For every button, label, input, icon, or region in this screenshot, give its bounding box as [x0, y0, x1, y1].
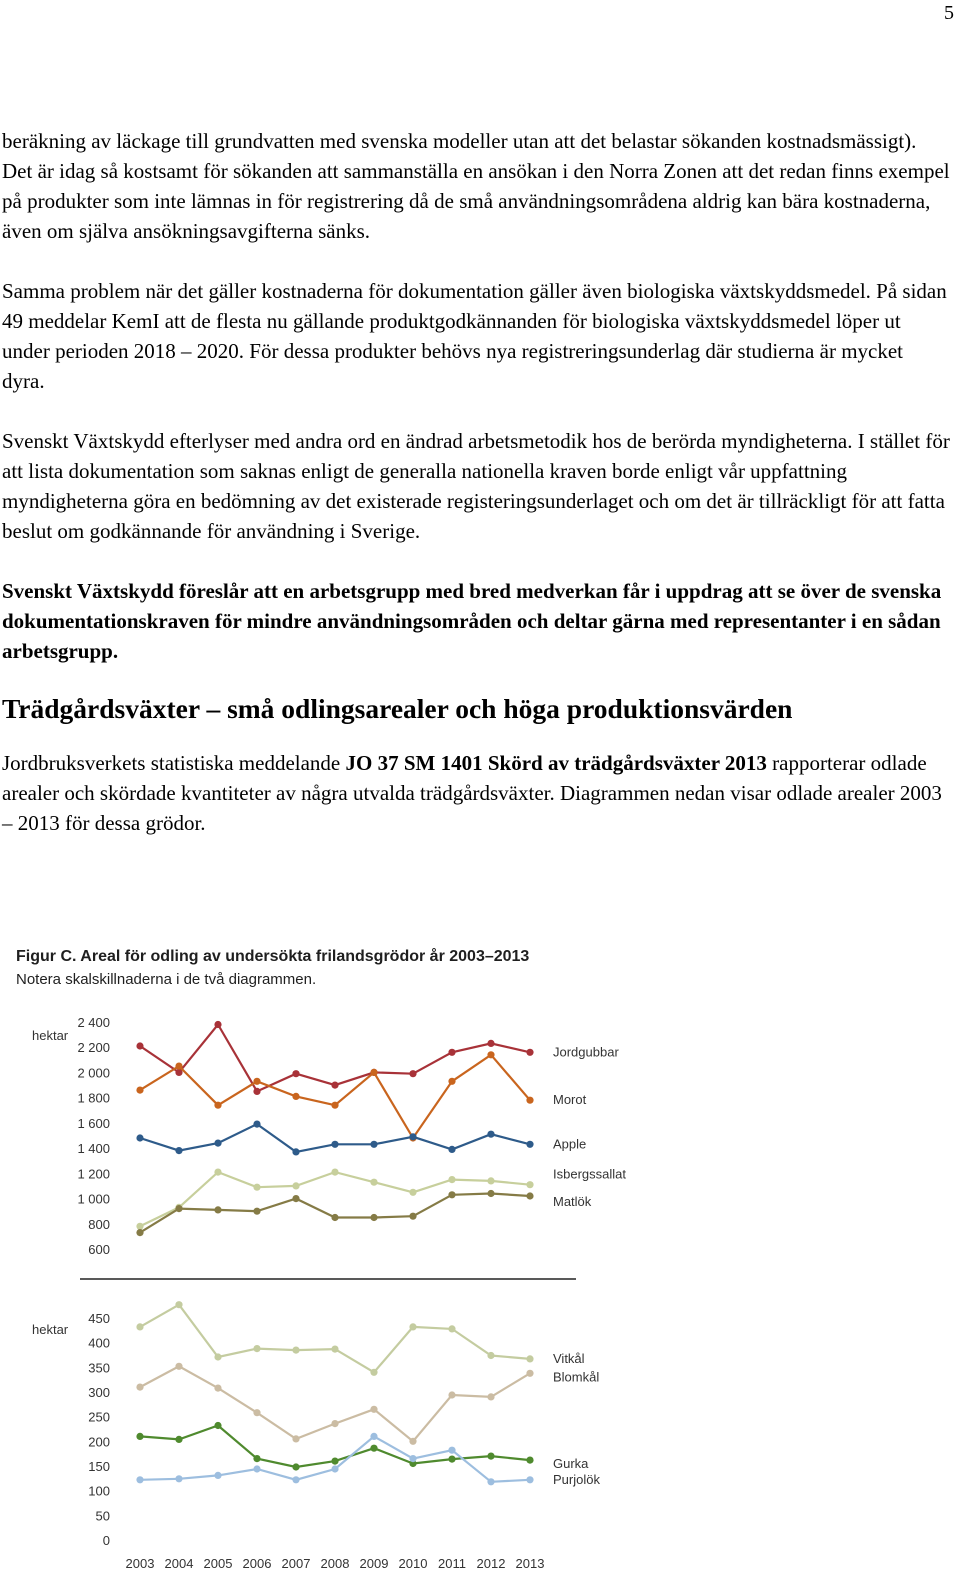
- data-point: [253, 1455, 260, 1462]
- chart-1-ytick: 1 400: [77, 1141, 110, 1157]
- chart-2-ytick: 50: [95, 1508, 110, 1524]
- data-point: [136, 1087, 143, 1094]
- data-point: [292, 1070, 299, 1077]
- document-body: [2, 126, 950, 838]
- data-point: [214, 1102, 221, 1109]
- data-point: [409, 1133, 416, 1140]
- data-point: [253, 1345, 260, 1352]
- data-point: [370, 1445, 377, 1452]
- paragraph-5-rest: rapporterar odlade arealer och skördade kvantiteter av några utvalda trädgårdsväxter. Diagrammen nedan visar odlade arealer 2003 – 2013 för dessa grödor.: [2, 751, 942, 835]
- data-point: [370, 1369, 377, 1376]
- chart-1-ylabel: hektar: [32, 1028, 69, 1043]
- paragraph-3: Svenskt Växtskydd efterlyser med andra ord en ändrad arbetsmetodik hos de berörda myndigheterna. I stället för att lista dokumentation som saknas enligt de generalla nationella kraven borde enligt vår uppfattning myndigheterna göra en bedömning av det existerade registeringsunderlaget och om det är tillräckligt för att fatta beslut om godkännande för användning i Sverige.: [2, 429, 950, 543]
- data-point: [331, 1458, 338, 1465]
- data-point: [487, 1478, 494, 1485]
- data-point: [370, 1433, 377, 1440]
- paragraph-5-intro: Jordbruksverkets statistiska meddelande: [2, 751, 346, 775]
- chart-1-ytick: 2 200: [77, 1040, 110, 1056]
- data-point: [292, 1093, 299, 1100]
- chart-2-xtick: 2012: [476, 1556, 506, 1571]
- series-label-purjolök: Purjolök: [553, 1471, 600, 1487]
- chart-1-ytick: 1 000: [77, 1191, 110, 1207]
- data-point: [253, 1078, 260, 1085]
- data-point: [370, 1406, 377, 1413]
- series-line-blomkål: [140, 1366, 530, 1441]
- series-label-matlök: Matlök: [553, 1194, 592, 1210]
- series-line-jordgubbar: [140, 1025, 530, 1092]
- data-point: [487, 1040, 494, 1047]
- data-point: [175, 1363, 182, 1370]
- data-point: [214, 1472, 221, 1479]
- data-point: [409, 1189, 416, 1196]
- chart-2-ytick: 400: [88, 1335, 110, 1351]
- data-point: [331, 1141, 338, 1148]
- series-line-morot: [140, 1055, 530, 1138]
- chart-1-ytick: 1 800: [77, 1090, 110, 1106]
- chart-2-xtick: 2009: [359, 1556, 389, 1571]
- paragraph-4-bold: Svenskt Växtskydd föreslår att en arbetsgrupp med bred medverkan får i uppdrag att se över de svenska dokumentationskraven för mindre användningsområden och deltar gärna med representanter i en sådan arbetsgrupp.: [2, 579, 942, 663]
- data-point: [214, 1353, 221, 1360]
- data-point: [448, 1146, 455, 1153]
- data-point: [409, 1213, 416, 1220]
- series-label-vitkål: Vitkål: [553, 1350, 585, 1366]
- data-point: [136, 1042, 143, 1049]
- data-point: [136, 1476, 143, 1483]
- data-point: [370, 1069, 377, 1076]
- data-point: [175, 1063, 182, 1070]
- data-point: [526, 1141, 533, 1148]
- data-point: [214, 1385, 221, 1392]
- chart-2-xtick: 2010: [398, 1556, 428, 1571]
- chart-2-ytick: 450: [88, 1311, 110, 1326]
- data-point: [331, 1346, 338, 1353]
- data-point: [253, 1088, 260, 1095]
- data-point: [214, 1206, 221, 1213]
- data-point: [253, 1121, 260, 1128]
- chart-1-ytick: 1 200: [77, 1166, 110, 1182]
- series-label-isbergssallat: Isbergssallat: [553, 1166, 626, 1182]
- data-point: [448, 1456, 455, 1463]
- chart-2-ytick: 150: [88, 1459, 110, 1474]
- data-point: [448, 1325, 455, 1332]
- data-point: [526, 1370, 533, 1377]
- chart-1-ytick: 2 000: [77, 1065, 110, 1081]
- data-point: [526, 1355, 533, 1362]
- figure-c: [0, 940, 960, 1581]
- data-point: [292, 1182, 299, 1189]
- data-point: [253, 1465, 260, 1472]
- data-point: [370, 1141, 377, 1148]
- data-point: [331, 1420, 338, 1427]
- data-point: [487, 1177, 494, 1184]
- chart-2-ylabel: hektar: [32, 1322, 69, 1337]
- chart-2-xtick: 2011: [438, 1556, 466, 1571]
- chart-2-ytick: 300: [88, 1385, 110, 1400]
- chart-2-xtick: 2007: [281, 1556, 311, 1571]
- series-label-morot: Morot: [553, 1092, 587, 1108]
- chart-2-xtick: 2004: [164, 1556, 194, 1571]
- series-line-vitkål: [140, 1305, 530, 1373]
- data-point: [331, 1082, 338, 1089]
- data-point: [253, 1409, 260, 1416]
- data-point: [214, 1169, 221, 1176]
- series-label-apple: Apple: [553, 1136, 587, 1152]
- data-point: [214, 1021, 221, 1028]
- data-point: [175, 1147, 182, 1154]
- data-point: [409, 1455, 416, 1462]
- data-point: [136, 1323, 143, 1330]
- data-point: [487, 1131, 494, 1138]
- chart-2-xtick: 2006: [242, 1556, 272, 1571]
- section-heading: Trädgårdsväxter – små odlingsarealer och höga produktionsvärden: [2, 693, 793, 724]
- data-point: [136, 1134, 143, 1141]
- data-point: [526, 1476, 533, 1483]
- data-point: [136, 1384, 143, 1391]
- data-point: [292, 1148, 299, 1155]
- data-point: [331, 1169, 338, 1176]
- figure-title: Figur C. Areal för odling av undersökta frilandsgrödor år 2003–2013: [16, 948, 530, 965]
- figure-charts: [0, 940, 960, 1581]
- data-point: [175, 1301, 182, 1308]
- data-point: [292, 1195, 299, 1202]
- data-point: [487, 1393, 494, 1400]
- paragraph-5: [2, 748, 950, 838]
- data-point: [526, 1049, 533, 1056]
- data-point: [409, 1323, 416, 1330]
- chart-2-xtick: 2005: [203, 1556, 233, 1571]
- data-point: [331, 1102, 338, 1109]
- data-point: [409, 1070, 416, 1077]
- chart-1-ytick: 600: [88, 1242, 110, 1257]
- chart-2-xtick: 2003: [125, 1556, 155, 1571]
- paragraph-2: Samma problem när det gäller kostnaderna för dokumentation gäller även biologiska växtskyddsmedel. På sidan 49 meddelar KemI att de flesta nu gällande produktgodkännanden för biologiska växtskyddsmedel löper ut under perioden 2018 – 2020. För dessa produkter behövs nya registreringsunderlag där studierna är mycket dyra.: [2, 279, 947, 393]
- paragraph-1: beräkning av läckage till grundvatten med svenska modeller utan att det belastar sökanden kostnadsmässigt). Det är idag så kostsamt för sökanden att sammanställa en ansökan i den Norra Zonen att det redan finns exempel på produkter som inte lämnas in för registrering då de små användningsområdena aldrig kan bära kostnaderna, även om själva ansökningsavgifterna sänks.: [2, 129, 950, 243]
- data-point: [448, 1176, 455, 1183]
- data-point: [214, 1422, 221, 1429]
- chart-2-ytick: 250: [88, 1409, 110, 1425]
- data-point: [292, 1476, 299, 1483]
- data-point: [175, 1475, 182, 1482]
- data-point: [448, 1447, 455, 1454]
- data-point: [253, 1208, 260, 1215]
- page-number: 5: [944, 2, 954, 24]
- data-point: [487, 1051, 494, 1058]
- figure-subtitle: Notera skalskillnaderna i de två diagrammen.: [16, 971, 317, 988]
- data-point: [292, 1435, 299, 1442]
- chart-1-ytick: 800: [88, 1216, 110, 1232]
- data-point: [448, 1049, 455, 1056]
- data-point: [487, 1453, 494, 1460]
- data-point: [214, 1140, 221, 1147]
- data-point: [292, 1347, 299, 1354]
- data-point: [448, 1078, 455, 1085]
- report-reference: JO 37 SM 1401 Skörd av trädgårdsväxter 2013: [345, 751, 767, 775]
- data-point: [526, 1457, 533, 1464]
- data-point: [292, 1463, 299, 1470]
- data-point: [526, 1097, 533, 1104]
- data-point: [448, 1191, 455, 1198]
- data-point: [175, 1436, 182, 1443]
- chart-2-ytick: 350: [88, 1360, 110, 1376]
- chart-2-ytick: 0: [102, 1533, 110, 1548]
- data-point: [409, 1438, 416, 1445]
- data-point: [331, 1214, 338, 1221]
- data-point: [448, 1391, 455, 1398]
- series-label-jordgubbar: Jordgubbar: [553, 1044, 619, 1060]
- data-point: [370, 1179, 377, 1186]
- series-label-blomkål: Blomkål: [553, 1369, 600, 1385]
- series-line-matlök: [140, 1194, 530, 1233]
- data-point: [175, 1205, 182, 1212]
- data-point: [487, 1190, 494, 1197]
- chart-2-xtick: 2013: [515, 1556, 545, 1571]
- data-point: [526, 1192, 533, 1199]
- data-point: [331, 1465, 338, 1472]
- data-point: [136, 1433, 143, 1440]
- data-point: [136, 1229, 143, 1236]
- chart-1-ytick: 2 400: [77, 1015, 110, 1030]
- data-point: [136, 1223, 143, 1230]
- chart-2-xtick: 2008: [320, 1556, 350, 1571]
- data-point: [487, 1352, 494, 1359]
- chart-2-ytick: 200: [88, 1434, 110, 1450]
- series-label-gurka: Gurka: [553, 1456, 589, 1472]
- data-point: [253, 1184, 260, 1191]
- data-point: [526, 1181, 533, 1188]
- data-point: [370, 1214, 377, 1221]
- chart-1-ytick: 1 600: [77, 1115, 110, 1131]
- chart-2-ytick: 100: [88, 1483, 110, 1499]
